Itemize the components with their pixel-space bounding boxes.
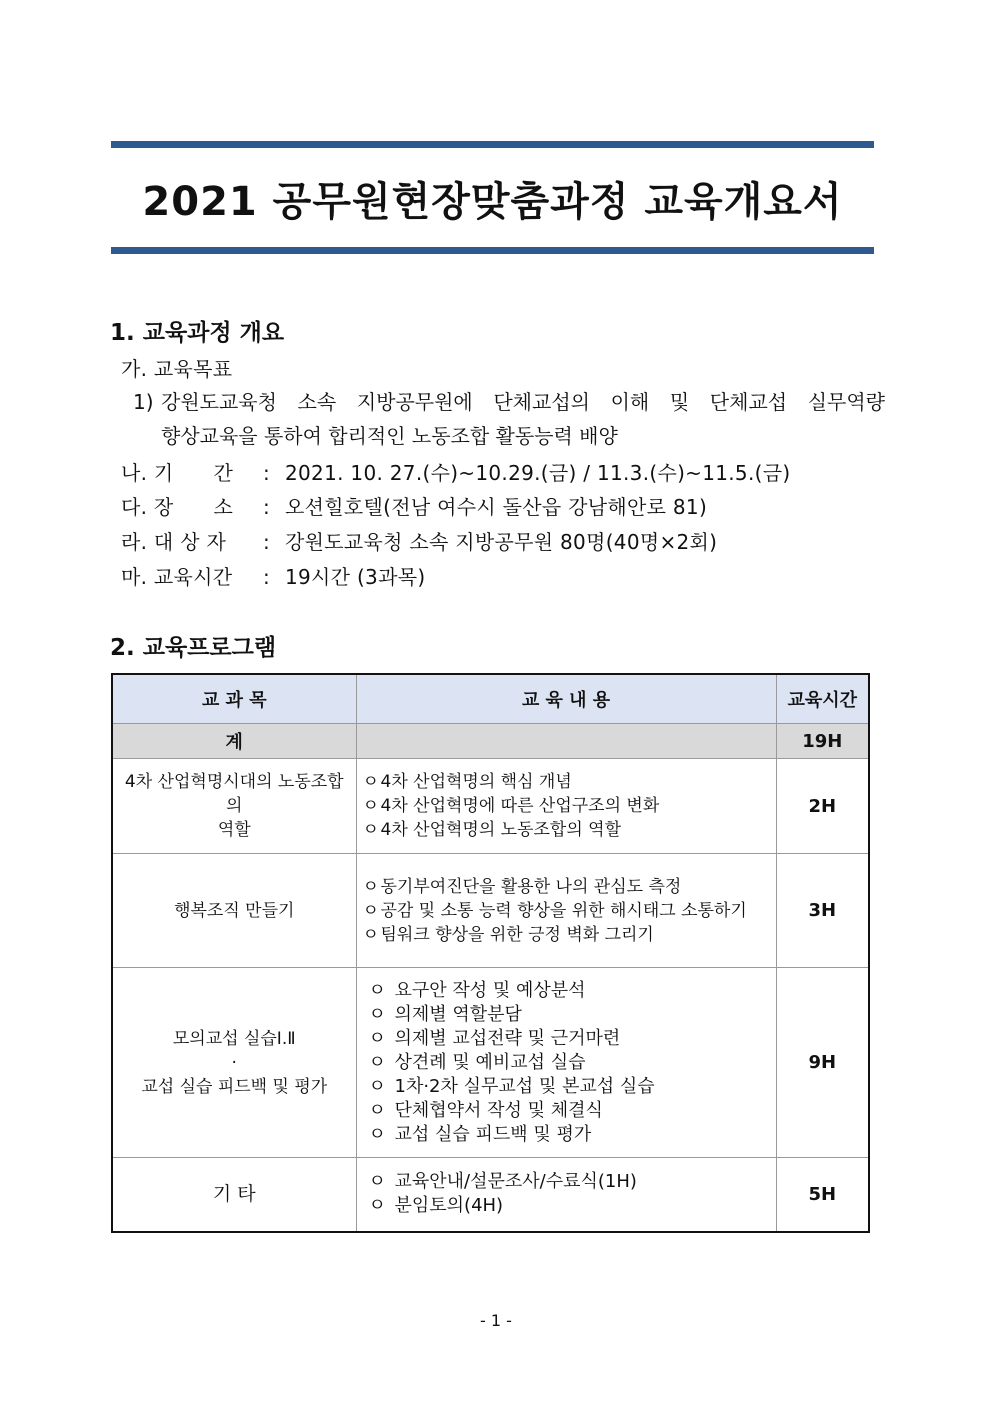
- header-content: 교 육 내 용: [356, 674, 776, 724]
- program-table: [111, 673, 870, 1233]
- list-item: ㅇ4차 산업혁명에 따른 산업구조의 변화: [362, 796, 660, 816]
- period-label: 나. 기 간: [121, 461, 234, 485]
- colon: :: [263, 565, 271, 589]
- bullet-icon: ㅇ: [368, 1075, 386, 1097]
- header-subject: 교 과 목: [112, 674, 356, 724]
- title-rule-top: [111, 141, 874, 148]
- bullet-icon: ㅇ: [368, 1195, 386, 1217]
- list-item: ㅇ공감 및 소통 능력 향상을 위한 해시태그 소통하기: [362, 900, 747, 921]
- section2-heading: 2. 교육프로그램: [110, 635, 277, 661]
- list-item: ㅇ 의제별 역할분담: [368, 1003, 522, 1025]
- target-label: 라. 대 상 자: [121, 530, 227, 554]
- total-row: [112, 724, 869, 759]
- table-header-row: [112, 674, 869, 724]
- content-cell: [356, 1158, 776, 1232]
- total-label: 계: [112, 724, 356, 759]
- list-item: ㅇ 상견례 및 예비교섭 실습: [368, 1051, 586, 1073]
- list-item: ㅇ팀워크 향상을 위한 긍정 벽화 그리기: [362, 924, 654, 945]
- subject-cell: 4차 산업혁명시대의 노동조합의 역할: [112, 759, 356, 854]
- goal-line-2: 향상교육을 통하여 합리적인 노동조합 활동능력 배양: [161, 424, 618, 448]
- list-item: ㅇ 교섭 실습 피드백 및 평가: [368, 1123, 592, 1145]
- table-row: [112, 854, 869, 968]
- list-item: ㅇ 1차·2차 실무교섭 및 본교섭 실습: [368, 1075, 655, 1097]
- goal-number: 1): [133, 390, 154, 414]
- total-hours: 19H: [776, 724, 869, 759]
- colon: :: [263, 530, 271, 554]
- content-cell: [356, 968, 776, 1158]
- bullet-icon: ㅇ: [362, 900, 379, 921]
- bullet-icon: ㅇ: [368, 1171, 386, 1193]
- bullet-icon: ㅇ: [362, 924, 379, 945]
- bullet-icon: ㅇ: [362, 820, 379, 840]
- subject-cell: 행복조직 만들기: [112, 854, 356, 968]
- bullet-icon: ㅇ: [362, 772, 379, 792]
- section1-heading: 1. 교육과정 개요: [110, 320, 285, 346]
- table-row: [112, 968, 869, 1158]
- goal-paragraph: [133, 385, 885, 453]
- page-number: - 1 -: [480, 1311, 512, 1330]
- hours-cell: 3H: [776, 854, 869, 968]
- colon: :: [263, 495, 271, 519]
- goal-label: 가. 교육목표: [121, 357, 233, 381]
- header-hours: 교육시간: [776, 674, 869, 724]
- hours-value: 19시간 (3과목): [285, 565, 426, 589]
- bullet-icon: ㅇ: [368, 1123, 386, 1145]
- goal-line-1: 1) 강원도교육청 소속 지방공무원에 단체교섭의 이해 및 단체교섭 실무역량: [133, 385, 885, 419]
- list-item: ㅇ 단체협약서 작성 및 체결식: [368, 1099, 603, 1121]
- place-value: 오션힐호텔(전남 여수시 돌산읍 강남해안로 81): [285, 495, 708, 519]
- table-row: [112, 759, 869, 854]
- list-item: ㅇ 요구안 작성 및 예상분석: [368, 979, 586, 1001]
- period-value: 2021. 10. 27.(수)~10.29.(금) / 11.3.(수)~11.5.(금): [285, 461, 791, 485]
- bullet-icon: ㅇ: [368, 1099, 386, 1121]
- bullet-icon: ㅇ: [368, 979, 386, 1001]
- title-rule-bottom: [111, 247, 874, 254]
- list-item: ㅇ4차 산업혁명의 핵심 개념: [362, 772, 572, 792]
- document-title: 2021 공무원현장맞춤과정 교육개요서: [142, 179, 843, 225]
- info-row-hours: [121, 561, 425, 590]
- content-cell: [356, 759, 776, 854]
- bullet-icon: ㅇ: [362, 876, 379, 897]
- bullet-icon: ㅇ: [362, 796, 379, 816]
- hours-cell: 5H: [776, 1158, 869, 1232]
- hours-label: 마. 교육시간: [121, 565, 233, 589]
- target-value: 강원도교육청 소속 지방공무원 80명(40명×2회): [285, 530, 718, 554]
- list-item: ㅇ 분임토의(4H): [368, 1195, 504, 1217]
- hours-cell: 9H: [776, 968, 869, 1158]
- list-item: ㅇ동기부여진단을 활용한 나의 관심도 측정: [362, 876, 682, 897]
- bullet-icon: ㅇ: [368, 1051, 386, 1073]
- subject-cell: 기 타: [112, 1158, 356, 1232]
- list-item: ㅇ4차 산업혁명의 노동조합의 역할: [362, 820, 622, 840]
- info-row-period: [121, 457, 790, 486]
- table-row: [112, 1158, 869, 1232]
- list-item: ㅇ 의제별 교섭전략 및 근거마련: [368, 1027, 621, 1049]
- content-cell: [356, 854, 776, 968]
- total-content: [356, 724, 776, 759]
- place-label: 다. 장 소: [121, 495, 234, 519]
- subject-cell: 모의교섭 실습Ⅰ.Ⅱ · 교섭 실습 피드백 및 평가: [112, 968, 356, 1158]
- colon: :: [263, 461, 271, 485]
- info-row-place: [121, 491, 707, 520]
- bullet-icon: ㅇ: [368, 1003, 386, 1025]
- list-item: ㅇ 교육안내/설문조사/수료식(1H): [368, 1171, 637, 1193]
- bullet-icon: ㅇ: [368, 1027, 386, 1049]
- info-row-target: [121, 526, 717, 555]
- hours-cell: 2H: [776, 759, 869, 854]
